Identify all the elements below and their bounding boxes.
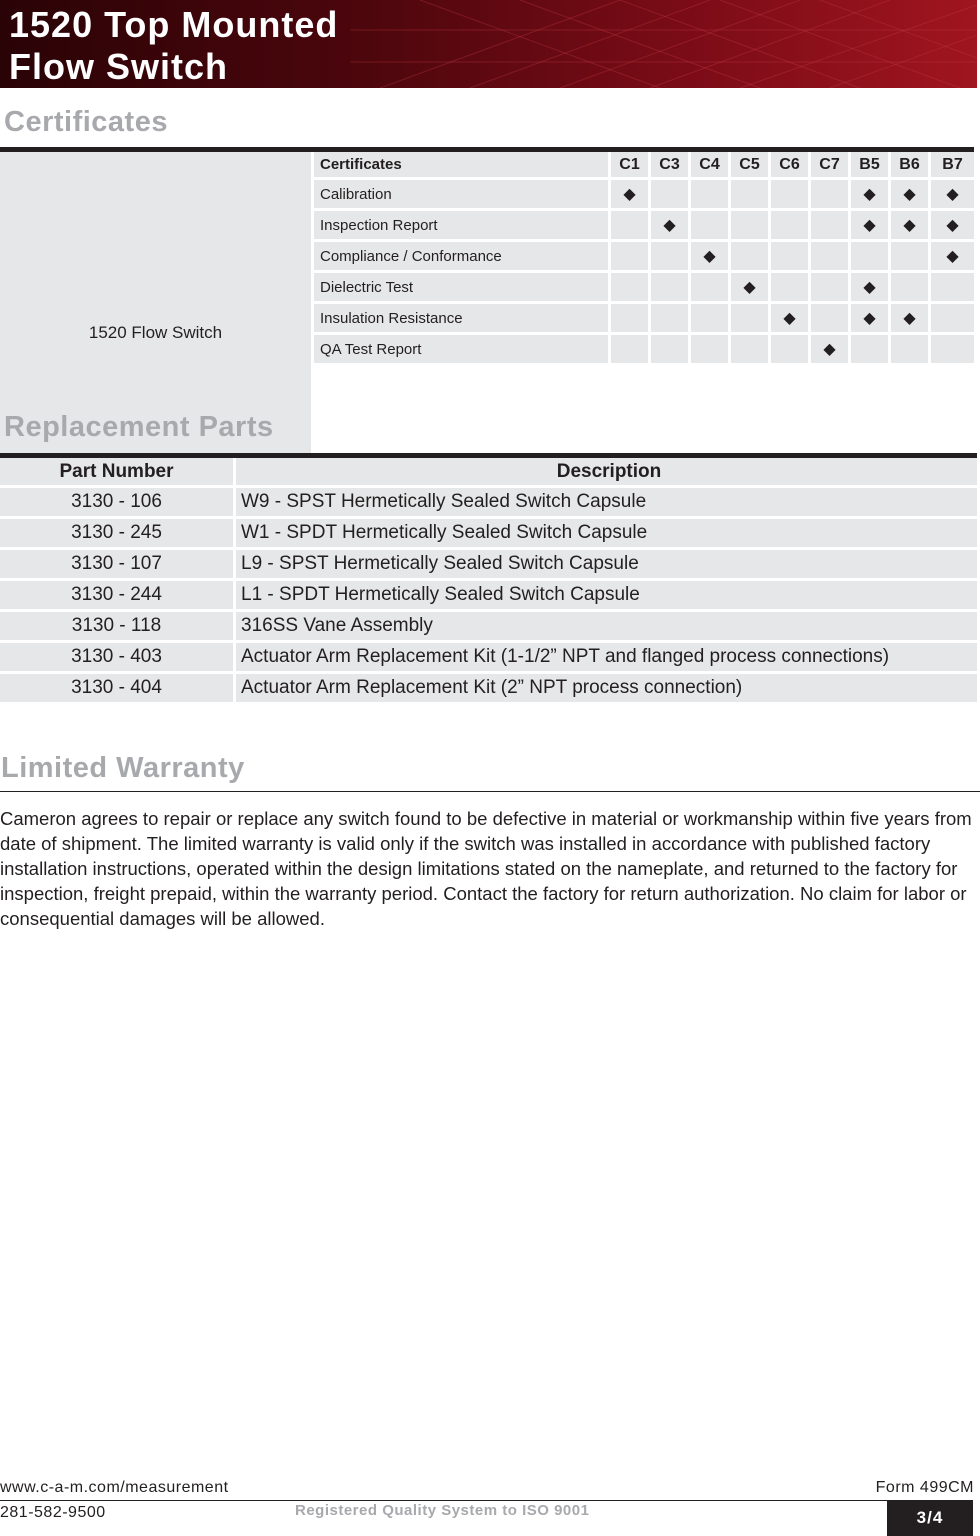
certificate-name: Calibration: [314, 180, 611, 211]
part-description: W9 - SPST Hermetically Sealed Switch Capsule: [236, 488, 977, 519]
part-row: [0, 488, 977, 519]
title-banner: [0, 0, 977, 88]
part-row: [0, 550, 977, 581]
replacement-parts-heading: Replacement Parts: [4, 411, 274, 443]
part-number: 3130 - 403: [0, 643, 236, 674]
part-number: 3130 - 404: [0, 674, 236, 705]
cert-mark-b5: [851, 335, 891, 366]
cert-mark-c1: [611, 211, 651, 242]
cert-mark-c4: [691, 180, 731, 211]
cert-mark-c4: [691, 242, 731, 273]
diamond-mark-icon: ◆: [743, 279, 756, 296]
cert-mark-c6: [771, 242, 811, 273]
cert-mark-c3: [651, 273, 691, 304]
diamond-mark-icon: ◆: [623, 186, 636, 203]
col-header-c5: C5: [731, 152, 771, 180]
diamond-mark-icon: ◆: [903, 310, 916, 327]
certificate-row: [314, 180, 974, 211]
warranty-rule: [0, 791, 980, 792]
col-header-description: Description: [236, 458, 977, 488]
part-description: W1 - SPDT Hermetically Sealed Switch Capsule: [236, 519, 977, 550]
diamond-mark-icon: ◆: [863, 186, 876, 203]
cert-mark-c7: [811, 242, 851, 273]
cert-mark-b7: [931, 180, 974, 211]
certificate-name: Inspection Report: [314, 211, 611, 242]
cert-mark-c5: [731, 180, 771, 211]
diamond-mark-icon: ◆: [946, 217, 959, 234]
cert-mark-c7: [811, 273, 851, 304]
cert-mark-b7: [931, 335, 974, 366]
part-row: [0, 519, 977, 550]
cert-mark-b7: [931, 304, 974, 335]
cert-mark-c7: [811, 335, 851, 366]
part-description: 316SS Vane Assembly: [236, 612, 977, 643]
limited-warranty-heading: Limited Warranty: [1, 752, 245, 784]
cert-mark-b6: [891, 273, 931, 304]
cert-mark-c6: [771, 304, 811, 335]
cert-mark-b6: [891, 211, 931, 242]
cert-mark-b7: [931, 273, 974, 304]
page-title-line2: Flow Switch: [9, 46, 229, 87]
cert-mark-c6: [771, 211, 811, 242]
certificate-name: QA Test Report: [314, 335, 611, 366]
diamond-mark-icon: ◆: [863, 279, 876, 296]
cert-mark-c7: [811, 211, 851, 242]
diamond-mark-icon: ◆: [863, 217, 876, 234]
warranty-paragraph: Cameron agrees to repair or replace any switch found to be defective in material or workmanship within five years from date of shipment. The limited warranty is valid only if the switch was installed in accordance with published factory installation instructions, operated within the design limitations stated on the nameplate, and returned to the factory for inspection, freight prepaid, within the warranty period. Contact the factory for return authorization. No claim for labor or consequential damages will be allowed.: [0, 808, 972, 929]
cert-mark-b7: [931, 211, 974, 242]
diamond-mark-icon: ◆: [946, 186, 959, 203]
part-number: 3130 - 107: [0, 550, 236, 581]
col-header-b5: B5: [851, 152, 891, 180]
cert-mark-b6: [891, 304, 931, 335]
cert-mark-b5: [851, 273, 891, 304]
part-description: Actuator Arm Replacement Kit (1-1/2” NPT and flanged process connections): [236, 643, 977, 674]
diamond-mark-icon: ◆: [663, 217, 676, 234]
certificate-name: Dielectric Test: [314, 273, 611, 304]
diamond-mark-icon: ◆: [903, 186, 916, 203]
cert-mark-b5: [851, 211, 891, 242]
cert-mark-c6: [771, 180, 811, 211]
footer-url: www.c-a-m.com/measurement: [0, 1479, 229, 1496]
col-header-b6: B6: [891, 152, 931, 180]
part-row: [0, 581, 977, 612]
part-number: 3130 - 245: [0, 519, 236, 550]
diamond-mark-icon: ◆: [946, 248, 959, 265]
cert-mark-b6: [891, 180, 931, 211]
col-header-c6: C6: [771, 152, 811, 180]
parts-table: [0, 458, 977, 705]
diamond-mark-icon: ◆: [703, 248, 716, 265]
certificates-product-cell: 1520 Flow Switch: [0, 152, 311, 514]
certificate-name: Compliance / Conformance: [314, 242, 611, 273]
cert-mark-c3: [651, 180, 691, 211]
cert-mark-c5: [731, 242, 771, 273]
part-description: Actuator Arm Replacement Kit (2” NPT process connection): [236, 674, 977, 705]
cert-mark-b5: [851, 242, 891, 273]
certificate-row: [314, 335, 974, 366]
cert-mark-c1: [611, 273, 651, 304]
certificate-row: [314, 242, 974, 273]
col-header-c1: C1: [611, 152, 651, 180]
page-number-badge: 3/4: [887, 1500, 973, 1536]
cert-mark-c3: [651, 304, 691, 335]
certificate-row: [314, 304, 974, 335]
cert-mark-b6: [891, 242, 931, 273]
cert-mark-c1: [611, 242, 651, 273]
cert-mark-c4: [691, 304, 731, 335]
cert-mark-c4: [691, 273, 731, 304]
cert-mark-c3: [651, 242, 691, 273]
col-header-c3: C3: [651, 152, 691, 180]
cert-mark-c6: [771, 335, 811, 366]
parts-header-row: [0, 458, 977, 488]
cert-mark-c4: [691, 335, 731, 366]
cert-mark-b6: [891, 335, 931, 366]
footer-form-number: Form 499CM: [875, 1479, 974, 1496]
cert-mark-c6: [771, 273, 811, 304]
footer-iso-statement: Registered Quality System to ISO 9001: [295, 1502, 590, 1519]
diamond-mark-icon: ◆: [863, 310, 876, 327]
diamond-mark-icon: ◆: [783, 310, 796, 327]
footer-rule: [0, 1500, 887, 1501]
part-row: [0, 612, 977, 643]
certificate-row: [314, 211, 974, 242]
certificate-row: [314, 273, 974, 304]
diamond-mark-icon: ◆: [903, 217, 916, 234]
footer-phone: 281-582-9500: [0, 1504, 106, 1521]
certificate-name: Insulation Resistance: [314, 304, 611, 335]
col-header-c7: C7: [811, 152, 851, 180]
part-description: L1 - SPDT Hermetically Sealed Switch Capsule: [236, 581, 977, 612]
cert-mark-c1: [611, 304, 651, 335]
part-number: 3130 - 118: [0, 612, 236, 643]
cert-mark-c5: [731, 273, 771, 304]
certificates-heading: Certificates: [4, 106, 168, 138]
cert-mark-c5: [731, 335, 771, 366]
col-header-c4: C4: [691, 152, 731, 180]
certificates-table: [314, 152, 974, 366]
col-header-certificates: Certificates: [314, 152, 611, 180]
cert-mark-c5: [731, 211, 771, 242]
cert-mark-b5: [851, 180, 891, 211]
cert-mark-c1: [611, 335, 651, 366]
cert-mark-c7: [811, 180, 851, 211]
cert-mark-c5: [731, 304, 771, 335]
cert-mark-b5: [851, 304, 891, 335]
cert-mark-c1: [611, 180, 651, 211]
col-header-part-number: Part Number: [0, 458, 236, 488]
col-header-b7: B7: [931, 152, 974, 180]
part-row: [0, 674, 977, 705]
part-row: [0, 643, 977, 674]
diamond-mark-icon: ◆: [823, 341, 836, 358]
cert-mark-c3: [651, 211, 691, 242]
cert-mark-c7: [811, 304, 851, 335]
page-title-line1: 1520 Top Mounted: [9, 4, 339, 45]
part-number: 3130 - 106: [0, 488, 236, 519]
certificates-header-row: [314, 152, 974, 180]
part-description: L9 - SPST Hermetically Sealed Switch Capsule: [236, 550, 977, 581]
cert-mark-c3: [651, 335, 691, 366]
part-number: 3130 - 244: [0, 581, 236, 612]
cert-mark-c4: [691, 211, 731, 242]
cert-mark-b7: [931, 242, 974, 273]
